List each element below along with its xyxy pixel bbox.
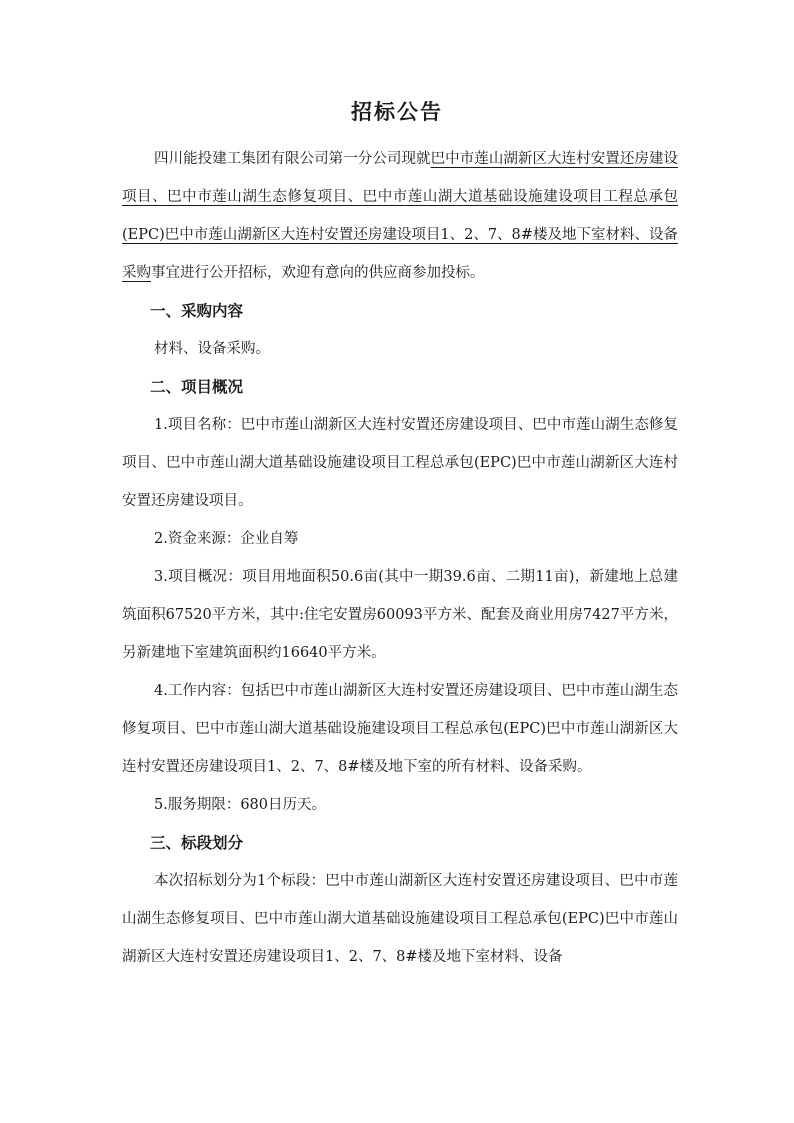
document-body [122,140,678,976]
overview-item-scope: 4.工作内容：包括巴中市莲山湖新区大连村安置还房建设项目、巴中市莲山湖生态修复项目、巴中市莲山湖大道基础设施建设项目工程总承包(EPC)巴中市莲山湖新区大连村安置还房建设项目1、2、7、8#楼及地下室的所有材料、设备采购。 [122,683,678,775]
section-heading-procurement: 一、采购内容 [150,302,244,320]
section-heading-overview: 二、项目概况 [150,378,244,396]
page-title: 招标公告 [351,100,443,124]
overview-item-period: 5.服务期限：680日历天。 [154,797,327,813]
overview-item-funding: 2.资金来源：企业自筹 [154,531,299,547]
intro-paragraph [122,140,678,292]
section-heading-lots: 三、标段划分 [150,834,244,852]
intro-project-name: 巴中市莲山湖新区大连村安置还房建设项目、巴中市莲山湖生态修复项目、巴中市莲山湖大道基础设施建设项目工程总承包(EPC)巴中市莲山湖新区大连村安置还房建设项目1、2、7、8#楼及地下室材料、设备采购 [122,151,679,281]
overview-item-name: 1.项目名称：巴中市莲山湖新区大连村安置还房建设项目、巴中市莲山湖生态修复项目、巴中市莲山湖大道基础设施建设项目工程总承包(EPC)巴中市莲山湖新区大连村安置还房建设项目。 [122,417,678,509]
procurement-text: 材料、设备采购。 [154,341,270,357]
intro-prefix: 四川能投建工集团有限公司第一分公司现就 [154,151,431,167]
lots-text: 本次招标划分为1个标段：巴中市莲山湖新区大连村安置还房建设项目、巴中市莲山湖生态修复项目、巴中市莲山湖大道基础设施建设项目工程总承包(EPC)巴中市莲山湖新区大连村安置还房建设项目1、2、7、8#楼及地下室材料、设备 [122,873,678,965]
intro-suffix: 事宜进行公开招标，欢迎有意向的供应商参加投标。 [151,265,485,281]
overview-item-summary: 3.项目概况：项目用地面积50.6亩(其中一期39.6亩、二期11亩)，新建地上总建筑面积67520平方米，其中:住宅安置房60093平方米、配套及商业用房7427平方米，另新建地下室建筑面积约16640平方米。 [122,569,678,661]
